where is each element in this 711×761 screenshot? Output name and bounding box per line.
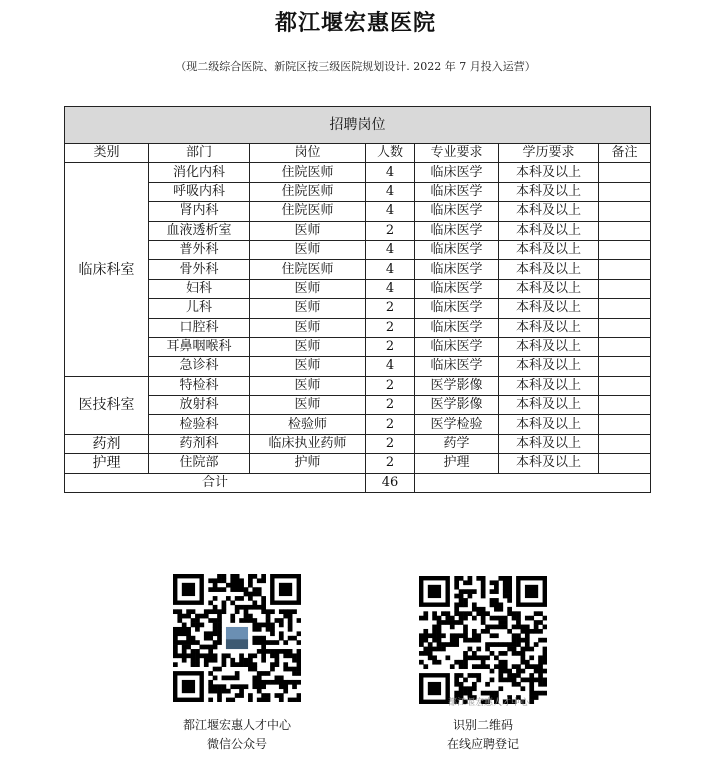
table-row <box>65 260 651 279</box>
column-header: 备注 <box>599 144 651 163</box>
education-cell: 本科及以上 <box>499 279 599 298</box>
total-empty-cell <box>415 473 651 492</box>
education-cell: 本科及以上 <box>499 299 599 318</box>
department-cell: 药剂科 <box>149 434 250 453</box>
department-cell: 儿科 <box>149 299 250 318</box>
column-header: 岗位 <box>250 144 366 163</box>
post-cell: 住院医师 <box>250 182 366 201</box>
table-row <box>65 318 651 337</box>
page-title: 都江堰宏惠医院 <box>274 11 436 36</box>
wechat-qr-block <box>162 574 312 754</box>
department-cell: 急诊科 <box>149 357 250 376</box>
education-cell: 本科及以上 <box>499 376 599 395</box>
wechat-qr-caption-line1: 都江堰宏惠人才中心 <box>182 718 291 732</box>
note-cell <box>599 434 651 453</box>
post-cell: 临床执业药师 <box>250 434 366 453</box>
note-cell <box>599 279 651 298</box>
note-cell <box>599 202 651 221</box>
education-cell: 本科及以上 <box>499 221 599 240</box>
post-cell: 医师 <box>250 337 366 356</box>
table-header-row <box>65 144 651 163</box>
major-cell: 临床医学 <box>415 182 499 201</box>
table-row <box>65 279 651 298</box>
column-header: 学历要求 <box>499 144 599 163</box>
post-cell: 医师 <box>250 396 366 415</box>
major-cell: 药学 <box>415 434 499 453</box>
note-cell <box>599 163 651 182</box>
department-cell: 消化内科 <box>149 163 250 182</box>
note-cell <box>599 318 651 337</box>
total-label: 合计 <box>65 473 366 492</box>
education-cell: 本科及以上 <box>499 182 599 201</box>
total-row <box>65 473 651 492</box>
count-cell: 2 <box>366 376 415 395</box>
education-cell: 本科及以上 <box>499 260 599 279</box>
page-subtitle: （现二级综合医院、新院区按三级医院规划设计. 2022 年 7 月投入运营） <box>175 60 536 73</box>
post-cell: 医师 <box>250 357 366 376</box>
note-cell <box>599 396 651 415</box>
table-row <box>65 221 651 240</box>
education-cell: 本科及以上 <box>499 415 599 434</box>
column-header: 专业要求 <box>415 144 499 163</box>
major-cell: 临床医学 <box>415 337 499 356</box>
register-qr-code-icon[interactable] <box>419 576 547 704</box>
table-row <box>65 376 651 395</box>
department-cell: 肾内科 <box>149 202 250 221</box>
major-cell: 护理 <box>415 454 499 473</box>
count-cell: 4 <box>366 279 415 298</box>
table-row <box>65 182 651 201</box>
table-row <box>65 240 651 259</box>
table-row <box>65 415 651 434</box>
department-cell: 呼吸内科 <box>149 182 250 201</box>
count-cell: 4 <box>366 163 415 182</box>
count-cell: 2 <box>366 221 415 240</box>
table-row <box>65 337 651 356</box>
category-cell: 护理 <box>65 454 149 473</box>
department-cell: 骨外科 <box>149 260 250 279</box>
major-cell: 临床医学 <box>415 240 499 259</box>
department-cell: 妇科 <box>149 279 250 298</box>
major-cell: 临床医学 <box>415 357 499 376</box>
department-cell: 特检科 <box>149 376 250 395</box>
note-cell <box>599 454 651 473</box>
column-header: 类别 <box>65 144 149 163</box>
major-cell: 医学影像 <box>415 376 499 395</box>
category-cell: 药剂 <box>65 434 149 453</box>
total-value: 46 <box>366 473 415 492</box>
major-cell: 临床医学 <box>415 260 499 279</box>
post-cell: 住院医师 <box>250 163 366 182</box>
education-cell: 本科及以上 <box>499 396 599 415</box>
post-cell: 医师 <box>250 279 366 298</box>
category-cell: 临床科室 <box>65 163 149 376</box>
education-cell: 本科及以上 <box>499 318 599 337</box>
note-cell <box>599 260 651 279</box>
major-cell: 临床医学 <box>415 279 499 298</box>
department-cell: 口腔科 <box>149 318 250 337</box>
post-cell: 住院医师 <box>250 260 366 279</box>
education-cell: 本科及以上 <box>499 202 599 221</box>
note-cell <box>599 221 651 240</box>
table-row <box>65 299 651 318</box>
department-cell: 放射科 <box>149 396 250 415</box>
education-cell: 本科及以上 <box>499 337 599 356</box>
column-header: 部门 <box>149 144 250 163</box>
category-cell: 医技科室 <box>65 376 149 434</box>
department-cell: 住院部 <box>149 454 250 473</box>
note-cell <box>599 337 651 356</box>
department-cell: 血液透析室 <box>149 221 250 240</box>
post-cell: 医师 <box>250 240 366 259</box>
count-cell: 2 <box>366 396 415 415</box>
count-cell: 4 <box>366 240 415 259</box>
major-cell: 临床医学 <box>415 221 499 240</box>
table-row <box>65 202 651 221</box>
note-cell <box>599 415 651 434</box>
recruitment-table <box>64 106 651 493</box>
table-row <box>65 434 651 453</box>
post-cell: 医师 <box>250 221 366 240</box>
post-cell: 医师 <box>250 376 366 395</box>
table-banner: 招聘岗位 <box>65 107 651 144</box>
department-cell: 耳鼻咽喉科 <box>149 337 250 356</box>
education-cell: 本科及以上 <box>499 240 599 259</box>
count-cell: 2 <box>366 337 415 356</box>
major-cell: 医学检验 <box>415 415 499 434</box>
count-cell: 2 <box>366 454 415 473</box>
post-cell: 医师 <box>250 318 366 337</box>
count-cell: 2 <box>366 318 415 337</box>
post-cell: 检验师 <box>250 415 366 434</box>
count-cell: 4 <box>366 357 415 376</box>
major-cell: 医学影像 <box>415 396 499 415</box>
note-cell <box>599 299 651 318</box>
table-row <box>65 454 651 473</box>
department-cell: 检验科 <box>149 415 250 434</box>
register-qr-caption-line2: 在线应聘登记 <box>446 737 519 751</box>
major-cell: 临床医学 <box>415 202 499 221</box>
column-header: 人数 <box>366 144 415 163</box>
register-qr-caption-line1: 识别二维码 <box>452 718 513 732</box>
department-cell: 普外科 <box>149 240 250 259</box>
table-row <box>65 163 651 182</box>
post-cell: 住院医师 <box>250 202 366 221</box>
major-cell: 临床医学 <box>415 318 499 337</box>
count-cell: 4 <box>366 260 415 279</box>
table-row <box>65 396 651 415</box>
count-cell: 2 <box>366 434 415 453</box>
register-qr-block <box>408 576 558 754</box>
post-cell: 医师 <box>250 299 366 318</box>
count-cell: 4 <box>366 202 415 221</box>
education-cell: 本科及以上 <box>499 434 599 453</box>
note-cell <box>599 376 651 395</box>
count-cell: 2 <box>366 299 415 318</box>
note-cell <box>599 240 651 259</box>
wechat-qr-code-icon[interactable] <box>173 574 301 702</box>
watermark-text: 都江堰宏惠人才中心 <box>448 698 530 708</box>
count-cell: 2 <box>366 415 415 434</box>
education-cell: 本科及以上 <box>499 357 599 376</box>
note-cell <box>599 357 651 376</box>
major-cell: 临床医学 <box>415 299 499 318</box>
education-cell: 本科及以上 <box>499 454 599 473</box>
table-row <box>65 357 651 376</box>
wechat-qr-caption-line2: 微信公众号 <box>206 737 267 751</box>
table-body <box>65 163 651 473</box>
note-cell <box>599 182 651 201</box>
count-cell: 4 <box>366 182 415 201</box>
education-cell: 本科及以上 <box>499 163 599 182</box>
post-cell: 护师 <box>250 454 366 473</box>
major-cell: 临床医学 <box>415 163 499 182</box>
